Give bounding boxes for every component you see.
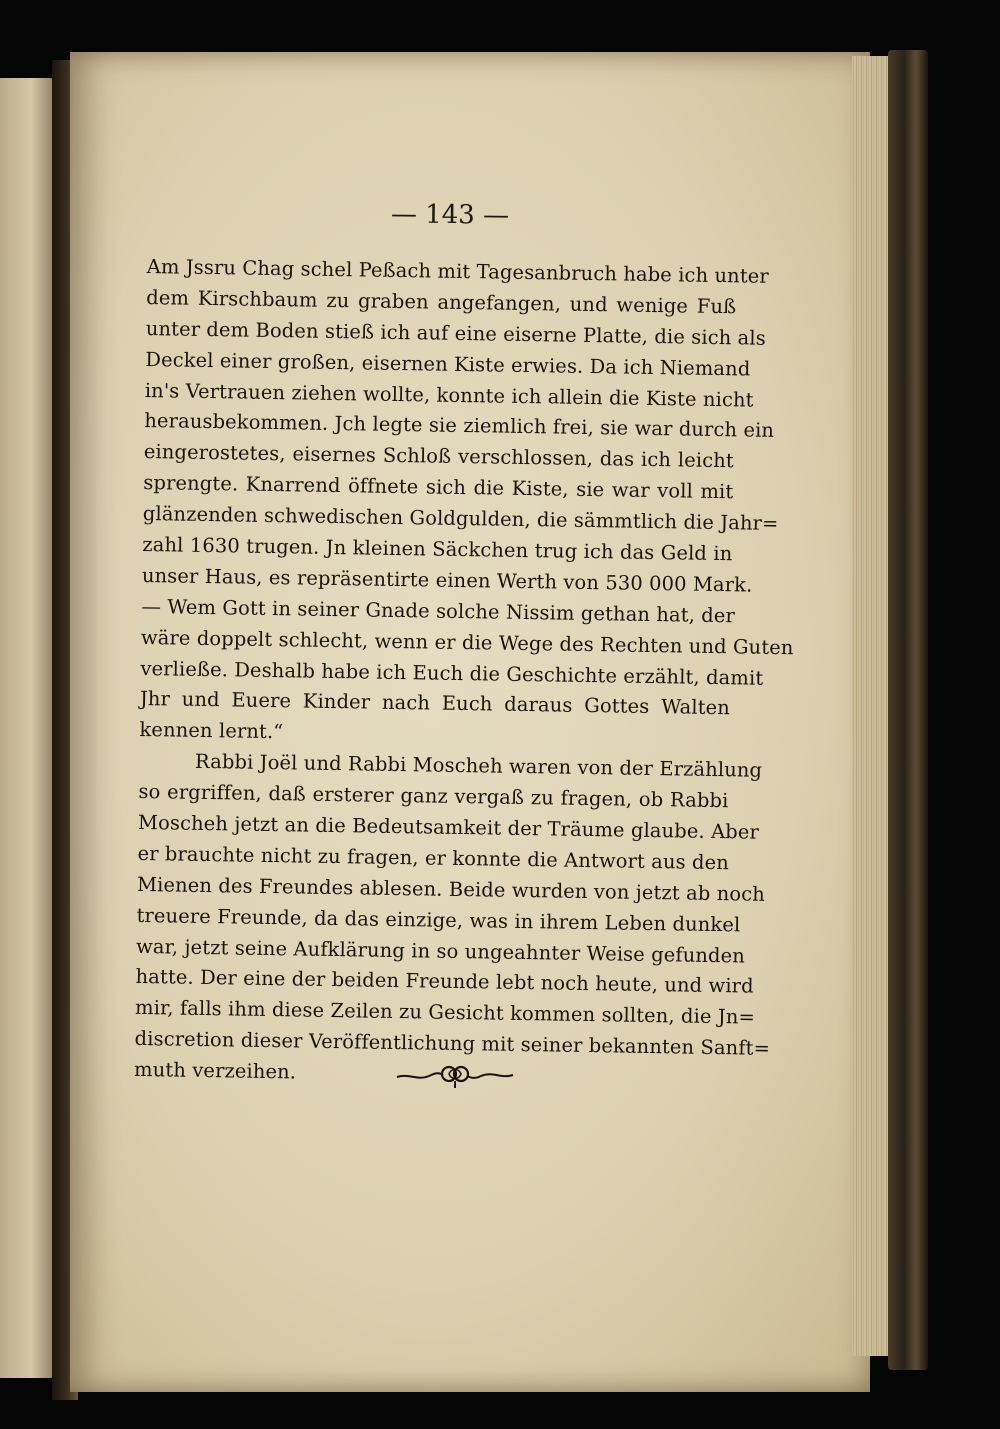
page-number: — 143 —	[390, 199, 510, 231]
text-line: war, jetzt seine Aufklärung in so ungeahnter Weise gefunden	[135, 934, 746, 968]
text-line: in's Vertrauen ziehen wollte, konnte ich allein die Kiste nicht	[144, 378, 754, 412]
text-line: Rabbi Joël und Rabbi Moscheh waren von der Erzählung	[194, 750, 763, 782]
text-line: herausbekommen. Jch legte sie ziemlich frei, sie war durch ein	[144, 409, 775, 443]
book-cover-edge	[888, 50, 928, 1370]
text-line: treuere Freunde, da das einzige, was in ihrem Leben dunkel	[136, 903, 741, 937]
text-line: sprengte. Knarrend öffnete sich die Kiste, sie war voll mit	[143, 471, 734, 504]
page-block-edges	[852, 56, 890, 1356]
text-line: verließe. Deshalb habe ich Euch die Geschichte erzählt, damit	[140, 656, 764, 690]
text-line: so ergriffen, daß ersterer ganz vergaß zu fragen, ob Rabbi	[138, 780, 729, 813]
text-line: Moscheh jetzt an die Bedeutsamkeit der Träume glaube. Aber	[137, 810, 760, 844]
text-line: er brauchte nicht zu fragen, er konnte die Antwort aus den	[137, 841, 730, 875]
text-line: discretion dieser Veröffentlichung mit seiner bekannten Sanft=	[134, 1027, 771, 1061]
text-line: mir, falls ihm diese Zeilen zu Gesicht kommen sollten, die Jn=	[134, 996, 756, 1030]
body-text	[133, 252, 794, 1095]
text-line: zahl 1630 trugen. Jn kleinen Säckchen trug ich das Geld in	[142, 532, 733, 566]
text-line: kennen lernt.“	[139, 718, 284, 744]
text-line: Jhr und Euere Kinder nach Euch daraus Gottes Walten	[139, 687, 731, 720]
text-line: glänzenden schwedischen Goldgulden, die sämmtlich die Jahr=	[142, 502, 779, 536]
left-page-edge	[0, 78, 56, 1378]
text-line: eingerostetes, eisernes Schloß verschlossen, das ich leicht	[143, 440, 734, 473]
ornament-divider-icon	[395, 1060, 515, 1090]
text-line: — Wem Gott in seiner Gnade solche Nissim gethan hat, der	[141, 594, 736, 628]
text-line: unter dem Boden stieß ich auf eine eiserne Platte, die sich als	[145, 316, 766, 350]
text-line: hatte. Der eine der beiden Freunde lebt noch heute, und wird	[135, 965, 754, 999]
text-line: Am Jssru Chag schel Peßach mit Tagesanbruch habe ich unter	[146, 254, 770, 288]
text-line: dem Kirschbaum zu graben angefangen, und wenige Fuß	[146, 285, 737, 319]
text-line: unser Haus, es repräsentirte einen Werth von 530 000 Mark.	[141, 563, 753, 597]
text-line: wäre doppelt schlecht, wenn er die Wege des Rechten und Guten	[140, 625, 794, 659]
text-line: Mienen des Freundes ablesen. Beide wurden von jetzt ab noch	[136, 872, 766, 906]
text-line: muth verzeihen.	[133, 1058, 297, 1084]
text-line: Deckel einer großen, eisernen Kiste erwies. Da ich Niemand	[145, 347, 751, 381]
